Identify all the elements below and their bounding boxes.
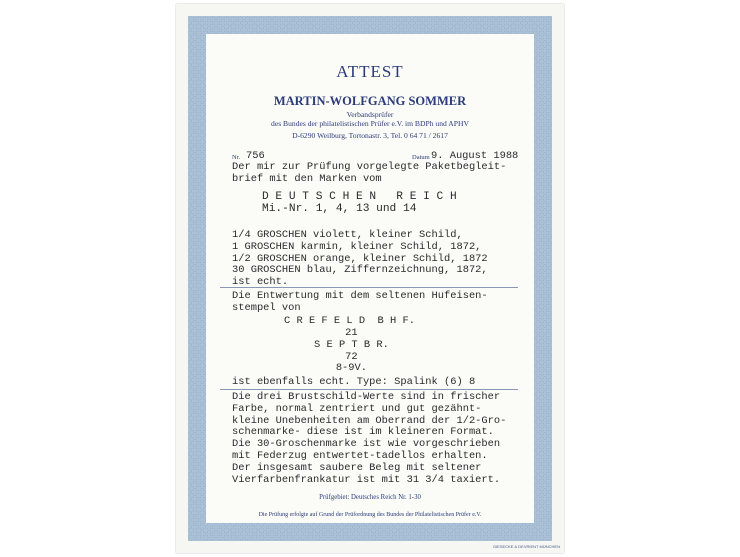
condition-description: Die drei Brustschild-Werte sind in frischer Farbe, normal zentriert und gut gezähnt- kleine Unebenheiten am Oberrand der 1/2-Gro- schenmarke- diese ist im kleineren Format. Die 30-Groschenmarke ist wie vorgeschrieben mit Federzug entwertet-tadellos erhalten. Der insgesamt saubere Beleg mit seltener Vierfarbenfrankatur ist mit 31 3/4 taxiert. — [232, 391, 507, 486]
cancel-detail: 21 S E P T B R. 72 8-9V. — [314, 327, 389, 375]
stamp-list: 1/4 GROSCHEN violett, kleiner Schild, 1 GROSCHEN karmin, kleiner Schild, 1872, 1/2 GROSCHEN orange, kleiner Schild, 1872 30 GROSCHEN blau, Ziffernzeichnung, 1872, ist echt. — [232, 229, 488, 289]
cancel-intro: Die Entwertung mit dem seltenen Hufeisen- stempel von — [232, 290, 488, 314]
certificate-content — [206, 34, 534, 523]
examiner-role: Verbandsprüfer — [346, 110, 394, 119]
separator-1 — [220, 287, 518, 288]
cancel-place: C R E F E L D B H F. — [284, 315, 415, 327]
examination-area: Prüfgebiet: Deutsches Reich Nr. 1-30 — [319, 494, 421, 501]
examiner-association: des Bundes der philatelistischen Prüfer e.V. im BDPh und APHV — [271, 119, 469, 128]
printer-imprint: GIESECKE & DEVRIENT MÜNCHEN — [492, 544, 560, 549]
certificate-number: 756 — [246, 150, 265, 162]
examiner-address: D-6290 Weilburg, Tortonastr. 3, Tel. 0 64 71 / 2617 — [292, 131, 448, 140]
certificate-title: ATTEST — [336, 62, 404, 81]
examiner-name: MARTIN-WOLFGANG SOMMER — [273, 94, 467, 108]
examination-rules: Die Prüfung erfolgte auf Grund der Prüfordnung des Bundes der Philatelistischen Prüfer e.V. — [258, 512, 482, 518]
separator-2 — [220, 389, 518, 390]
date-label: Datum — [412, 154, 430, 161]
country-text: D E U T S C H E N R E I C H — [262, 191, 457, 203]
nr-label: Nr. — [232, 154, 241, 161]
catalogue-numbers: Mi.-Nr. 1, 4, 13 und 14 — [262, 203, 417, 215]
cancel-genuine: ist ebenfalls echt. Type: Spalink (6) 8 — [232, 376, 476, 388]
intro-text: Der mir zur Prüfung vorgelegte Paketbegleit- brief mit den Marken vom — [232, 161, 507, 185]
certificate-sheet — [176, 4, 564, 553]
certificate-date: 9. August 1988 — [431, 150, 519, 162]
